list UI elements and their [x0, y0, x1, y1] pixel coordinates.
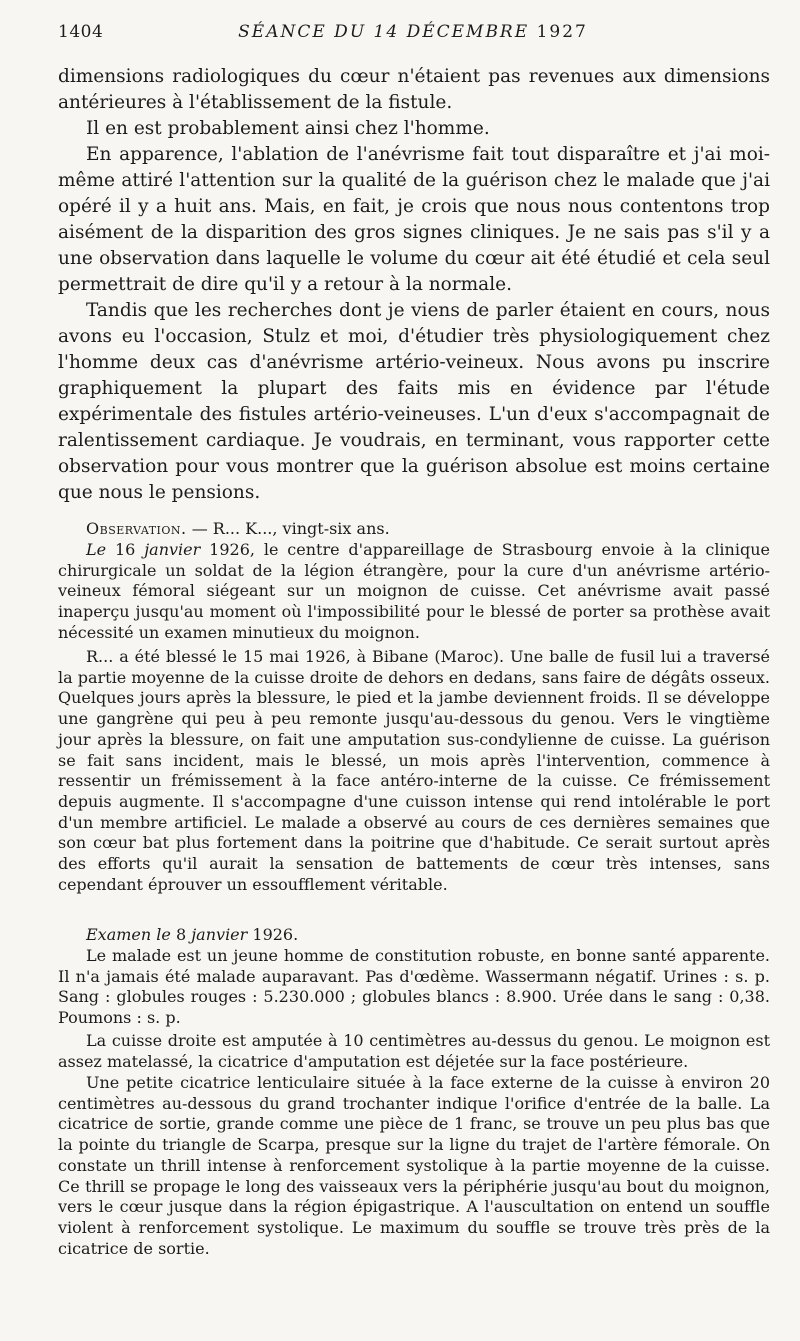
observation-paragraph-5: Une petite cicatrice lenticulaire située à la face externe de la cuisse à environ 20 centimètres au-dessous du grand trochanter indique l'orifice d'entrée de la balle. La cicatrice de sortie, grande comme une pièce de 1 franc, se trouve un peu plus bas que la pointe du triangle de Scarpa, presque sur la ligne du trajet de l'artère fémorale. On constate un thrill intense à renforcement systolique à la partie moyenne de la cuisse. Ce thrill se propage le long des vaisseaux vers la périphérie jusqu'au bout du moignon, vers le cœur jusque dans la région épigastrique. A l'auscultation on entend un souffle violent à renforcement systolique. Le maximum du souffle se trouve très près de la cicatrice de sortie. — [58, 1073, 770, 1258]
observation-label: Observation. — [86, 519, 187, 538]
exam-heading-lead: Examen le — [86, 925, 176, 944]
observation-heading — [58, 519, 770, 540]
running-title-year: 1927 — [536, 22, 588, 42]
observation-paragraph-1 — [58, 540, 770, 644]
exam-heading-day: 8 — [175, 925, 192, 944]
running-title — [58, 22, 768, 42]
exam-heading-month: janvier — [191, 925, 248, 944]
exam-heading-year: 1926. — [247, 925, 299, 944]
running-title-text: SÉANCE DU 14 DÉCEMBRE — [238, 22, 530, 42]
observation-date-lead: Le — [86, 540, 115, 559]
observation-subject: — R... K..., vingt-six ans. — [186, 519, 390, 538]
intro-paragraph-1: dimensions radiologiques du cœur n'étaient pas revenues aux dimensions antérieures à l'établissement de la fistule. — [58, 66, 770, 113]
observation-paragraph-4: La cuisse droite est amputée à 10 centimètres au-dessus du genou. Le moignon est assez matelassé, la cicatrice d'amputation est déjetée sur la face postérieure. — [58, 1031, 770, 1071]
intro-paragraph-3: En apparence, l'ablation de l'anévrisme fait tout disparaître et j'ai moi-même attiré l'attention sur la qualité de la guérison chez le malade que j'ai opéré il y a huit ans. Mais, en fait, je crois que nous nous contentons trop aisément de la disparition des gros signes cliniques. Je ne sais pas s'il y a une observation dans laquelle le volume du cœur ait été étudié et cela seul permettrait de dire qu'il y a retour à la normale. — [58, 144, 770, 295]
intro-paragraph-2: Il en est probablement ainsi chez l'homme. — [86, 118, 490, 139]
observation-paragraph-1-text: 1926, le centre d'appareillage de Strasbourg envoie à la clinique chirurgicale un soldat de la légion étrangère, pour la cure d'un anévrisme artério-veineux fémoral siégeant sur un moignon de cuisse. Cet anévrisme avait passé inaperçu jusqu'au moment où l'impossibilité pour le blessé de porter sa prothèse avait nécessité un examen minutieux du moignon. — [58, 540, 770, 642]
running-header — [58, 18, 768, 46]
page-number: 1404 — [58, 22, 104, 42]
observation-paragraph-2: R... a été blessé le 15 mai 1926, à Bibane (Maroc). Une balle de fusil lui a traversé la partie moyenne de la cuisse droite de dehors en dedans, sans faire de dégâts osseux. Quelques jours après la blessure, le pied et la jambe deviennent froids. Il se développe une gangrène qui peu à peu remonte jusqu'au-dessous du genou. Vers le vingtième jour après la blessure, on fait une amputation sus-condylienne de cuisse. La guérison se fait sans incident, mais le blessé, un mois après l'intervention, commence à ressentir un frémissement à la face antéro-interne de la cuisse. Ce frémissement depuis augmente. Il s'accompagne d'une cuisson intense qui rend intolérable le port d'un membre artificiel. Le malade a observé au cours de ces dernières semaines que son cœur bat plus fortement dans la poitrine que d'habitude. Ce serait surtout après des efforts qu'il aurait la sensation de battements de cœur très intenses, sans cependant éprouver un essoufflement véritable. — [58, 647, 770, 894]
observation-paragraph-3: Le malade est un jeune homme de constitution robuste, en bonne santé apparente. Il n'a jamais été malade auparavant. Pas d'œdème. Wassermann négatif. Urines : s. p. Sang : globules rouges : 5.230.000 ; globules blancs : 8.900. Urée dans le sang : 0,38. Poumons : s. p. — [58, 946, 770, 1028]
exam-heading — [58, 925, 770, 946]
intro-paragraph-4: Tandis que les recherches dont je viens de parler étaient en cours, nous avons eu l'occasion, Stulz et moi, d'étudier très physiologiquement chez l'homme deux cas d'anévrisme artério-veineux. Nous avons pu inscrire graphiquement la plupart des faits mis en évidence par l'étude expérimentale des fistules artério-veineuses. L'un d'eux s'accompagnait de ralentissement cardiaque. Je voudrais, en terminant, vous rapporter cette observation pour vous montrer que la guérison absolue est moins certaine que nous le pensions. — [58, 300, 770, 503]
observation-date-month: janvier — [144, 540, 201, 559]
observation-date-day: 16 — [114, 540, 145, 559]
